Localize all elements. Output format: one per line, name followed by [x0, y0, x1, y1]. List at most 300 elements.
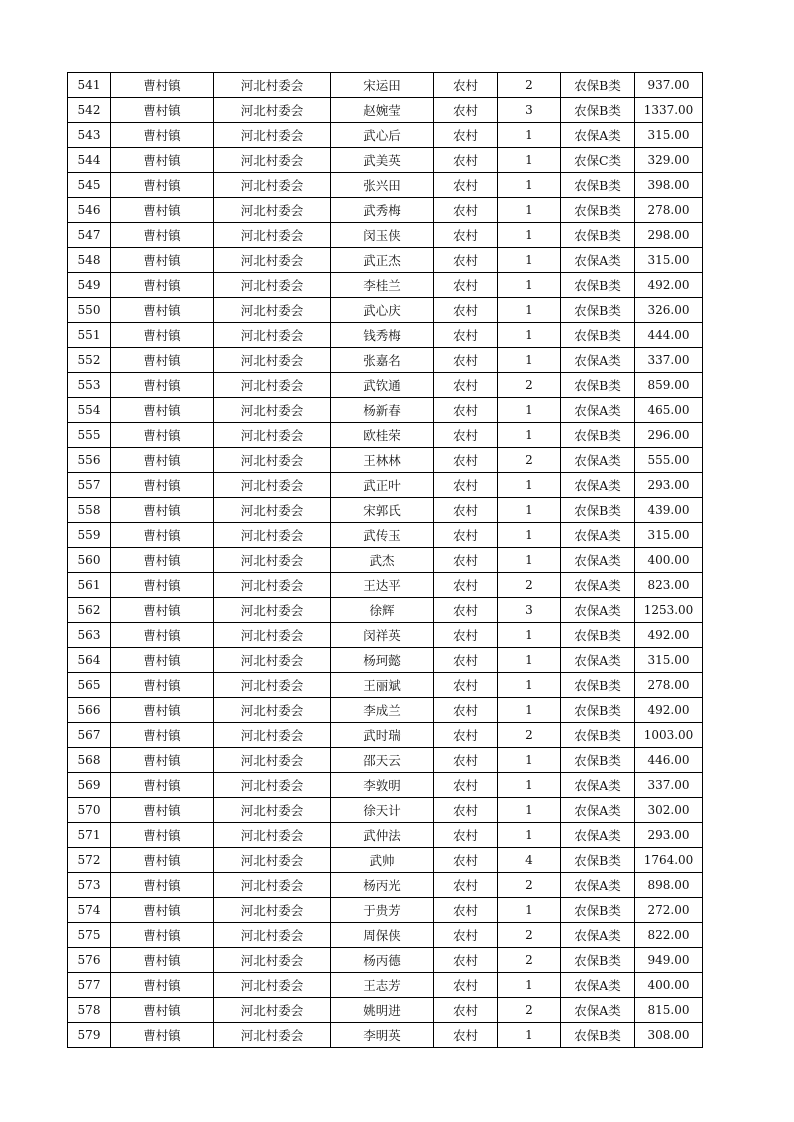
town-cell: 曹村镇 — [111, 523, 214, 548]
table-row — [68, 73, 703, 98]
name-cell: 张嘉名 — [331, 348, 434, 373]
amount-cell: 315.00 — [635, 123, 703, 148]
name-cell: 李敦明 — [331, 773, 434, 798]
insurance-category-cell: 农保B类 — [561, 323, 635, 348]
amount-cell: 859.00 — [635, 373, 703, 398]
row-number-cell: 572 — [68, 848, 111, 873]
table-row — [68, 823, 703, 848]
name-cell: 徐天计 — [331, 798, 434, 823]
family-size-cell: 1 — [498, 273, 561, 298]
name-cell: 武正杰 — [331, 248, 434, 273]
table-row — [68, 923, 703, 948]
row-number-cell: 556 — [68, 448, 111, 473]
town-cell: 曹村镇 — [111, 598, 214, 623]
village-committee-cell: 河北村委会 — [214, 123, 331, 148]
village-committee-cell: 河北村委会 — [214, 198, 331, 223]
row-number-cell: 564 — [68, 648, 111, 673]
name-cell: 于贵芳 — [331, 898, 434, 923]
village-committee-cell: 河北村委会 — [214, 448, 331, 473]
town-cell: 曹村镇 — [111, 823, 214, 848]
name-cell: 邵天云 — [331, 748, 434, 773]
household-type-cell: 农村 — [434, 398, 498, 423]
household-type-cell: 农村 — [434, 698, 498, 723]
table-row — [68, 223, 703, 248]
row-number-cell: 554 — [68, 398, 111, 423]
family-size-cell: 1 — [498, 648, 561, 673]
amount-cell: 823.00 — [635, 573, 703, 598]
name-cell: 武心庆 — [331, 298, 434, 323]
name-cell: 闵祥英 — [331, 623, 434, 648]
name-cell: 李明英 — [331, 1023, 434, 1048]
name-cell: 武仲法 — [331, 823, 434, 848]
town-cell: 曹村镇 — [111, 473, 214, 498]
amount-cell: 898.00 — [635, 873, 703, 898]
family-size-cell: 1 — [498, 473, 561, 498]
insurance-category-cell: 农保B类 — [561, 423, 635, 448]
household-type-cell: 农村 — [434, 248, 498, 273]
village-committee-cell: 河北村委会 — [214, 173, 331, 198]
table-row — [68, 898, 703, 923]
town-cell: 曹村镇 — [111, 398, 214, 423]
household-type-cell: 农村 — [434, 273, 498, 298]
table-row — [68, 373, 703, 398]
town-cell: 曹村镇 — [111, 198, 214, 223]
household-type-cell: 农村 — [434, 873, 498, 898]
village-committee-cell: 河北村委会 — [214, 623, 331, 648]
household-type-cell: 农村 — [434, 98, 498, 123]
village-committee-cell: 河北村委会 — [214, 748, 331, 773]
table-row — [68, 1023, 703, 1048]
insurance-category-cell: 农保C类 — [561, 148, 635, 173]
village-committee-cell: 河北村委会 — [214, 648, 331, 673]
table-row — [68, 248, 703, 273]
amount-cell: 815.00 — [635, 998, 703, 1023]
insurance-category-cell: 农保A类 — [561, 248, 635, 273]
household-type-cell: 农村 — [434, 948, 498, 973]
town-cell: 曹村镇 — [111, 273, 214, 298]
amount-cell: 555.00 — [635, 448, 703, 473]
table-row — [68, 473, 703, 498]
village-committee-cell: 河北村委会 — [214, 548, 331, 573]
insurance-category-cell: 农保A类 — [561, 123, 635, 148]
table-row — [68, 98, 703, 123]
amount-cell: 315.00 — [635, 248, 703, 273]
family-size-cell: 2 — [498, 873, 561, 898]
table-row — [68, 748, 703, 773]
insurance-category-cell: 农保B类 — [561, 723, 635, 748]
household-type-cell: 农村 — [434, 723, 498, 748]
insurance-category-cell: 农保A类 — [561, 923, 635, 948]
table-row — [68, 848, 703, 873]
family-size-cell: 1 — [498, 623, 561, 648]
amount-cell: 1337.00 — [635, 98, 703, 123]
town-cell: 曹村镇 — [111, 798, 214, 823]
village-committee-cell: 河北村委会 — [214, 323, 331, 348]
amount-cell: 337.00 — [635, 773, 703, 798]
amount-cell: 326.00 — [635, 298, 703, 323]
amount-cell: 1003.00 — [635, 723, 703, 748]
insurance-category-cell: 农保A类 — [561, 798, 635, 823]
name-cell: 武传玉 — [331, 523, 434, 548]
family-size-cell: 1 — [498, 323, 561, 348]
town-cell: 曹村镇 — [111, 223, 214, 248]
insurance-category-cell: 农保A类 — [561, 648, 635, 673]
name-cell: 张兴田 — [331, 173, 434, 198]
household-type-cell: 农村 — [434, 748, 498, 773]
amount-cell: 400.00 — [635, 973, 703, 998]
amount-cell: 293.00 — [635, 473, 703, 498]
town-cell: 曹村镇 — [111, 548, 214, 573]
row-number-cell: 576 — [68, 948, 111, 973]
town-cell: 曹村镇 — [111, 998, 214, 1023]
table-row — [68, 173, 703, 198]
table-row — [68, 323, 703, 348]
name-cell: 武钦通 — [331, 373, 434, 398]
town-cell: 曹村镇 — [111, 673, 214, 698]
insurance-category-cell: 农保B类 — [561, 673, 635, 698]
name-cell: 武杰 — [331, 548, 434, 573]
table-row — [68, 673, 703, 698]
amount-cell: 315.00 — [635, 648, 703, 673]
amount-cell: 949.00 — [635, 948, 703, 973]
table-row — [68, 448, 703, 473]
table-row — [68, 573, 703, 598]
household-type-cell: 农村 — [434, 623, 498, 648]
village-committee-cell: 河北村委会 — [214, 373, 331, 398]
table-row — [68, 523, 703, 548]
insurance-category-cell: 农保A类 — [561, 573, 635, 598]
household-type-cell: 农村 — [434, 348, 498, 373]
village-committee-cell: 河北村委会 — [214, 973, 331, 998]
town-cell: 曹村镇 — [111, 1023, 214, 1048]
household-type-cell: 农村 — [434, 373, 498, 398]
town-cell: 曹村镇 — [111, 348, 214, 373]
household-type-cell: 农村 — [434, 323, 498, 348]
insurance-category-cell: 农保A类 — [561, 998, 635, 1023]
household-type-cell: 农村 — [434, 548, 498, 573]
table-row — [68, 348, 703, 373]
village-committee-cell: 河北村委会 — [214, 998, 331, 1023]
table-row — [68, 398, 703, 423]
family-size-cell: 1 — [498, 398, 561, 423]
insurance-category-cell: 农保B类 — [561, 1023, 635, 1048]
town-cell: 曹村镇 — [111, 123, 214, 148]
amount-cell: 272.00 — [635, 898, 703, 923]
town-cell: 曹村镇 — [111, 873, 214, 898]
allowance-table — [67, 72, 703, 1048]
amount-cell: 492.00 — [635, 698, 703, 723]
row-number-cell: 568 — [68, 748, 111, 773]
household-type-cell: 农村 — [434, 598, 498, 623]
insurance-category-cell: 农保B类 — [561, 98, 635, 123]
row-number-cell: 567 — [68, 723, 111, 748]
village-committee-cell: 河北村委会 — [214, 798, 331, 823]
amount-cell: 329.00 — [635, 148, 703, 173]
row-number-cell: 550 — [68, 298, 111, 323]
village-committee-cell: 河北村委会 — [214, 98, 331, 123]
town-cell: 曹村镇 — [111, 623, 214, 648]
town-cell: 曹村镇 — [111, 723, 214, 748]
family-size-cell: 1 — [498, 548, 561, 573]
name-cell: 宋郭氏 — [331, 498, 434, 523]
household-type-cell: 农村 — [434, 848, 498, 873]
row-number-cell: 579 — [68, 1023, 111, 1048]
town-cell: 曹村镇 — [111, 773, 214, 798]
village-committee-cell: 河北村委会 — [214, 273, 331, 298]
town-cell: 曹村镇 — [111, 748, 214, 773]
family-size-cell: 1 — [498, 773, 561, 798]
insurance-category-cell: 农保A类 — [561, 773, 635, 798]
town-cell: 曹村镇 — [111, 323, 214, 348]
table-row — [68, 973, 703, 998]
row-number-cell: 578 — [68, 998, 111, 1023]
row-number-cell: 570 — [68, 798, 111, 823]
town-cell: 曹村镇 — [111, 148, 214, 173]
village-committee-cell: 河北村委会 — [214, 148, 331, 173]
insurance-category-cell: 农保A类 — [561, 823, 635, 848]
name-cell: 武秀梅 — [331, 198, 434, 223]
village-committee-cell: 河北村委会 — [214, 598, 331, 623]
insurance-category-cell: 农保A类 — [561, 873, 635, 898]
row-number-cell: 552 — [68, 348, 111, 373]
amount-cell: 398.00 — [635, 173, 703, 198]
household-type-cell: 农村 — [434, 448, 498, 473]
insurance-category-cell: 农保A类 — [561, 398, 635, 423]
insurance-category-cell: 农保A类 — [561, 448, 635, 473]
family-size-cell: 1 — [498, 298, 561, 323]
village-committee-cell: 河北村委会 — [214, 673, 331, 698]
name-cell: 王达平 — [331, 573, 434, 598]
amount-cell: 1253.00 — [635, 598, 703, 623]
table-row — [68, 148, 703, 173]
row-number-cell: 542 — [68, 98, 111, 123]
household-type-cell: 农村 — [434, 423, 498, 448]
household-type-cell: 农村 — [434, 223, 498, 248]
name-cell: 杨丙光 — [331, 873, 434, 898]
row-number-cell: 561 — [68, 573, 111, 598]
insurance-category-cell: 农保B类 — [561, 898, 635, 923]
insurance-category-cell: 农保A类 — [561, 348, 635, 373]
village-committee-cell: 河北村委会 — [214, 423, 331, 448]
name-cell: 周保侠 — [331, 923, 434, 948]
town-cell: 曹村镇 — [111, 573, 214, 598]
village-committee-cell: 河北村委会 — [214, 698, 331, 723]
table-row — [68, 298, 703, 323]
name-cell: 宋运田 — [331, 73, 434, 98]
town-cell: 曹村镇 — [111, 373, 214, 398]
family-size-cell: 2 — [498, 998, 561, 1023]
household-type-cell: 农村 — [434, 198, 498, 223]
village-committee-cell: 河北村委会 — [214, 948, 331, 973]
amount-cell: 439.00 — [635, 498, 703, 523]
amount-cell: 492.00 — [635, 623, 703, 648]
amount-cell: 293.00 — [635, 823, 703, 848]
insurance-category-cell: 农保A类 — [561, 523, 635, 548]
insurance-category-cell: 农保B类 — [561, 698, 635, 723]
household-type-cell: 农村 — [434, 773, 498, 798]
row-number-cell: 560 — [68, 548, 111, 573]
family-size-cell: 2 — [498, 573, 561, 598]
village-committee-cell: 河北村委会 — [214, 873, 331, 898]
insurance-category-cell: 农保B类 — [561, 223, 635, 248]
household-type-cell: 农村 — [434, 823, 498, 848]
village-committee-cell: 河北村委会 — [214, 723, 331, 748]
town-cell: 曹村镇 — [111, 73, 214, 98]
row-number-cell: 563 — [68, 623, 111, 648]
row-number-cell: 575 — [68, 923, 111, 948]
family-size-cell: 1 — [498, 523, 561, 548]
town-cell: 曹村镇 — [111, 973, 214, 998]
family-size-cell: 2 — [498, 948, 561, 973]
insurance-category-cell: 农保B类 — [561, 373, 635, 398]
amount-cell: 298.00 — [635, 223, 703, 248]
village-committee-cell: 河北村委会 — [214, 73, 331, 98]
household-type-cell: 农村 — [434, 473, 498, 498]
row-number-cell: 548 — [68, 248, 111, 273]
household-type-cell: 农村 — [434, 798, 498, 823]
village-committee-cell: 河北村委会 — [214, 298, 331, 323]
insurance-category-cell: 农保A类 — [561, 473, 635, 498]
row-number-cell: 545 — [68, 173, 111, 198]
row-number-cell: 553 — [68, 373, 111, 398]
village-committee-cell: 河北村委会 — [214, 1023, 331, 1048]
name-cell: 赵婉莹 — [331, 98, 434, 123]
amount-cell: 337.00 — [635, 348, 703, 373]
family-size-cell: 1 — [498, 148, 561, 173]
amount-cell: 400.00 — [635, 548, 703, 573]
insurance-category-cell: 农保B类 — [561, 748, 635, 773]
village-committee-cell: 河北村委会 — [214, 398, 331, 423]
village-committee-cell: 河北村委会 — [214, 498, 331, 523]
amount-cell: 444.00 — [635, 323, 703, 348]
name-cell: 徐辉 — [331, 598, 434, 623]
insurance-category-cell: 农保B类 — [561, 173, 635, 198]
row-number-cell: 547 — [68, 223, 111, 248]
household-type-cell: 农村 — [434, 573, 498, 598]
table-row — [68, 623, 703, 648]
table-row — [68, 498, 703, 523]
family-size-cell: 2 — [498, 73, 561, 98]
village-committee-cell: 河北村委会 — [214, 523, 331, 548]
family-size-cell: 4 — [498, 848, 561, 873]
household-type-cell: 农村 — [434, 498, 498, 523]
family-size-cell: 1 — [498, 198, 561, 223]
town-cell: 曹村镇 — [111, 698, 214, 723]
family-size-cell: 1 — [498, 123, 561, 148]
town-cell: 曹村镇 — [111, 423, 214, 448]
table-row — [68, 648, 703, 673]
town-cell: 曹村镇 — [111, 923, 214, 948]
family-size-cell: 1 — [498, 173, 561, 198]
table-row — [68, 798, 703, 823]
family-size-cell: 2 — [498, 373, 561, 398]
household-type-cell: 农村 — [434, 123, 498, 148]
row-number-cell: 543 — [68, 123, 111, 148]
name-cell: 王丽斌 — [331, 673, 434, 698]
row-number-cell: 562 — [68, 598, 111, 623]
row-number-cell: 559 — [68, 523, 111, 548]
family-size-cell: 3 — [498, 598, 561, 623]
family-size-cell: 1 — [498, 823, 561, 848]
family-size-cell: 1 — [498, 248, 561, 273]
row-number-cell: 555 — [68, 423, 111, 448]
insurance-category-cell: 农保A类 — [561, 598, 635, 623]
amount-cell: 937.00 — [635, 73, 703, 98]
name-cell: 李桂兰 — [331, 273, 434, 298]
name-cell: 闵玉侠 — [331, 223, 434, 248]
family-size-cell: 1 — [498, 748, 561, 773]
table-row — [68, 998, 703, 1023]
row-number-cell: 571 — [68, 823, 111, 848]
name-cell: 姚明进 — [331, 998, 434, 1023]
name-cell: 王林林 — [331, 448, 434, 473]
table-row — [68, 423, 703, 448]
name-cell: 钱秀梅 — [331, 323, 434, 348]
town-cell: 曹村镇 — [111, 898, 214, 923]
insurance-category-cell: 农保A类 — [561, 548, 635, 573]
amount-cell: 446.00 — [635, 748, 703, 773]
town-cell: 曹村镇 — [111, 248, 214, 273]
village-committee-cell: 河北村委会 — [214, 848, 331, 873]
row-number-cell: 544 — [68, 148, 111, 173]
amount-cell: 302.00 — [635, 798, 703, 823]
table-row — [68, 548, 703, 573]
family-size-cell: 1 — [498, 798, 561, 823]
household-type-cell: 农村 — [434, 148, 498, 173]
amount-cell: 296.00 — [635, 423, 703, 448]
name-cell: 武美英 — [331, 148, 434, 173]
household-type-cell: 农村 — [434, 173, 498, 198]
row-number-cell: 541 — [68, 73, 111, 98]
household-type-cell: 农村 — [434, 73, 498, 98]
row-number-cell: 574 — [68, 898, 111, 923]
household-type-cell: 农村 — [434, 648, 498, 673]
insurance-category-cell: 农保B类 — [561, 498, 635, 523]
amount-cell: 308.00 — [635, 1023, 703, 1048]
village-committee-cell: 河北村委会 — [214, 773, 331, 798]
family-size-cell: 1 — [498, 698, 561, 723]
household-type-cell: 农村 — [434, 998, 498, 1023]
town-cell: 曹村镇 — [111, 98, 214, 123]
family-size-cell: 1 — [498, 673, 561, 698]
family-size-cell: 1 — [498, 973, 561, 998]
town-cell: 曹村镇 — [111, 848, 214, 873]
household-type-cell: 农村 — [434, 523, 498, 548]
insurance-category-cell: 农保B类 — [561, 298, 635, 323]
town-cell: 曹村镇 — [111, 173, 214, 198]
family-size-cell: 1 — [498, 223, 561, 248]
name-cell: 武时瑞 — [331, 723, 434, 748]
name-cell: 王志芳 — [331, 973, 434, 998]
table-row — [68, 598, 703, 623]
table-body — [68, 73, 703, 1048]
table-row — [68, 773, 703, 798]
village-committee-cell: 河北村委会 — [214, 573, 331, 598]
village-committee-cell: 河北村委会 — [214, 898, 331, 923]
family-size-cell: 1 — [498, 898, 561, 923]
row-number-cell: 557 — [68, 473, 111, 498]
table-row — [68, 123, 703, 148]
village-committee-cell: 河北村委会 — [214, 473, 331, 498]
family-size-cell: 2 — [498, 448, 561, 473]
name-cell: 武帅 — [331, 848, 434, 873]
amount-cell: 465.00 — [635, 398, 703, 423]
table-row — [68, 723, 703, 748]
insurance-category-cell: 农保B类 — [561, 273, 635, 298]
household-type-cell: 农村 — [434, 1023, 498, 1048]
amount-cell: 1764.00 — [635, 848, 703, 873]
village-committee-cell: 河北村委会 — [214, 348, 331, 373]
